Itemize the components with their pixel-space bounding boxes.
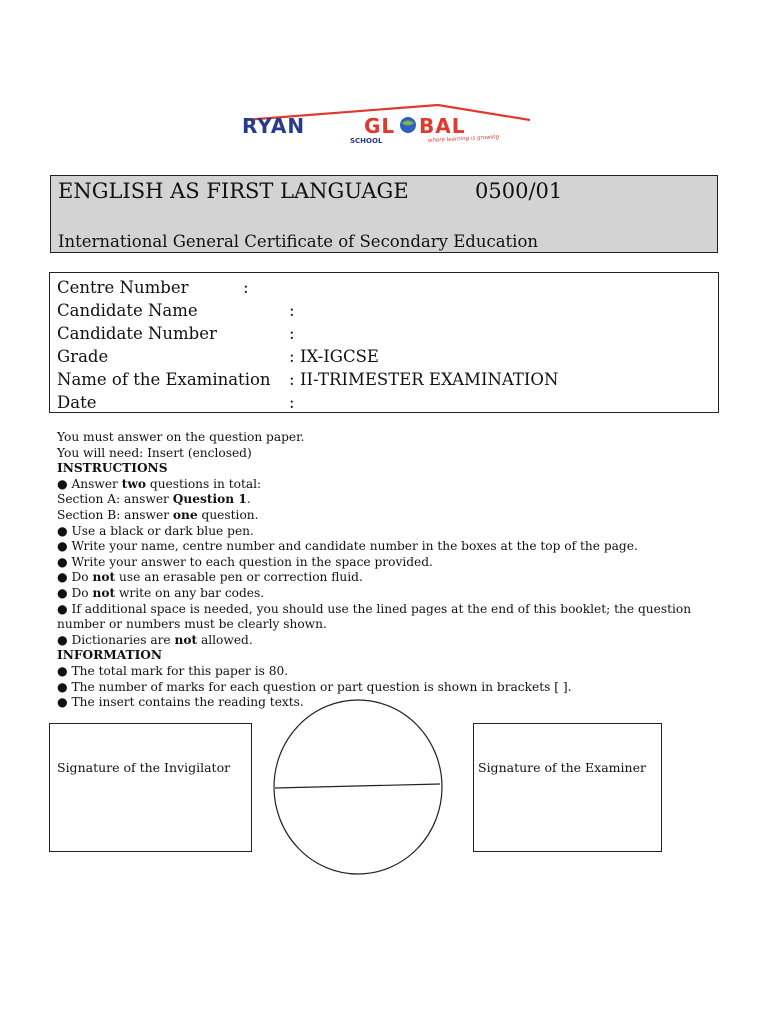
title-box (50, 175, 718, 253)
instructions-block (57, 430, 717, 711)
detail-colon: : (289, 370, 295, 389)
logo-tagline: where learning is growing (427, 134, 500, 144)
detail-label: Candidate Number (57, 324, 217, 343)
instruction-item: ● Write your answer to each question in the space provided. (57, 554, 433, 569)
invigilator-signature-box[interactable] (49, 723, 252, 852)
marks-divider-line (275, 784, 440, 788)
instruction-item: Section A: answer Question 1. (57, 492, 251, 507)
instructions-heading: INSTRUCTIONS (57, 461, 168, 476)
instruction-item: ● Write your name, centre number and candidate number in the boxes at the top of the page. (57, 539, 638, 554)
information-heading: INFORMATION (57, 648, 163, 663)
instruction-item: ● Do not write on any bar codes. (57, 585, 265, 600)
logo-school: SCHOOL (350, 137, 383, 145)
school-logo (238, 96, 538, 148)
information-item: ● The total mark for this paper is 80. (57, 663, 289, 678)
instruction-line: You will need: Insert (enclosed) (57, 445, 252, 460)
examiner-signature-box[interactable] (473, 723, 662, 852)
detail-value: IX-IGCSE (300, 347, 379, 366)
logo-word-ryan: RYAN (242, 114, 306, 138)
detail-colon: : (243, 278, 249, 297)
detail-label: Grade (57, 347, 109, 366)
instruction-line: You must answer on the question paper. (57, 430, 305, 444)
detail-label: Name of the Examination (57, 370, 271, 389)
invigilator-signature-label: Signature of the Invigilator (57, 760, 231, 775)
instruction-item: ● Use a black or dark blue pen. (57, 523, 254, 538)
detail-colon: : (289, 324, 295, 343)
candidate-details-box (49, 272, 719, 413)
detail-label: Centre Number (57, 278, 189, 297)
logo-word-gl: GL (364, 114, 396, 138)
detail-colon: : (289, 301, 295, 320)
detail-colon: : (289, 393, 295, 412)
marks-circle[interactable] (272, 698, 444, 876)
subject-code: 0500/01 (475, 179, 563, 203)
instruction-item: number or numbers must be clearly shown. (57, 617, 327, 632)
examiner-signature-label: Signature of the Examiner (478, 760, 646, 775)
information-item: ● The insert contains the reading texts. (57, 695, 304, 710)
instruction-item: Section B: answer one question. (57, 507, 259, 522)
detail-label: Candidate Name (57, 301, 198, 320)
instruction-item: ● Answer two questions in total: (57, 476, 262, 491)
information-item: ● The number of marks for each question or part question is shown in brackets [ ]. (57, 679, 572, 694)
detail-label: Date (57, 393, 97, 412)
instruction-item: ● Dictionaries are not allowed. (57, 632, 253, 647)
subject-title: ENGLISH AS FIRST LANGUAGE (58, 179, 409, 203)
instruction-item: ● If additional space is needed, you should use the lined pages at the end of this booklet; the question (57, 601, 692, 616)
detail-value: II-TRIMESTER EXAMINATION (300, 370, 559, 389)
logo-word-bal: BAL (419, 114, 466, 138)
certificate-title: International General Certificate of Secondary Education (58, 232, 538, 251)
detail-colon: : (289, 347, 295, 366)
instruction-item: ● Do not use an erasable pen or correction fluid. (57, 570, 363, 585)
